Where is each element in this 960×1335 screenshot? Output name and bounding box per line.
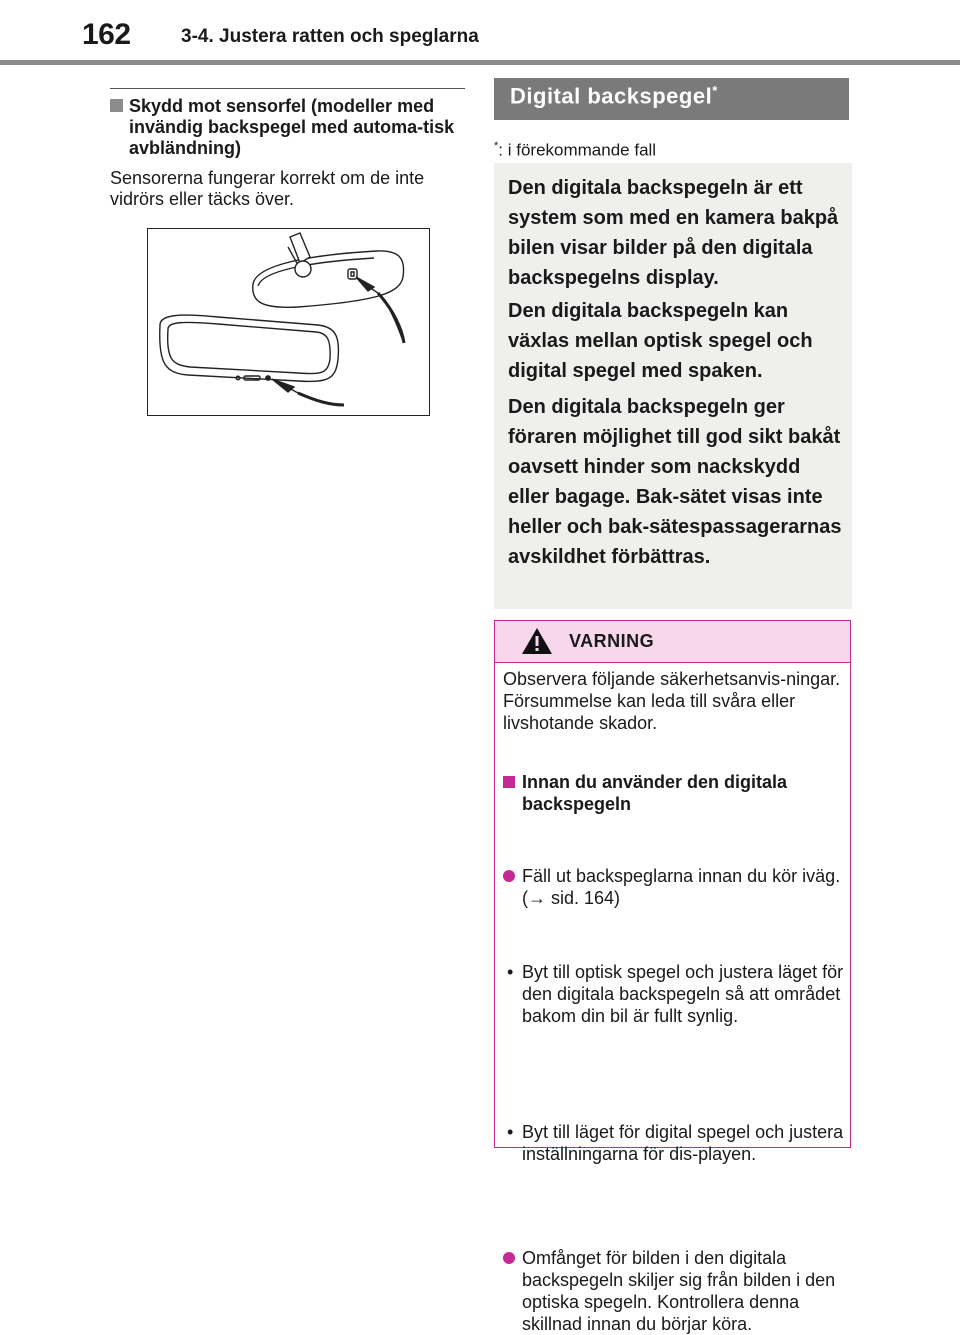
left-heading [110,96,470,159]
page-header [0,0,960,62]
warning-box [494,620,851,1334]
left-body-text: Sensorerna fungerar korrekt om de inte vidrörs eller täcks över. [110,168,425,209]
warning-header [495,621,850,663]
warning-triangle-icon [521,626,553,656]
left-divider [110,88,465,89]
warning-subheading-text: Innan du använder den digitala backspegeln [522,772,788,814]
rearview-mirror-drawing [148,229,429,415]
footnote-text: : i förekommande fall [498,140,657,160]
banner-title [510,83,718,109]
section-banner [494,78,849,120]
warning-item [503,1247,862,1335]
warning-intro: Observera följande säkerhetsanvis-ningar. Försummelse kan leda till svåra eller livshotande skador. [503,669,841,733]
info-paragraph: Den digitala backspegeln är ett system som med en kamera bakpå bilen visar bilder på den digitala backspegelns display. [508,177,839,289]
mirror-illustration [147,228,430,416]
banner-mark: * [712,83,718,98]
warning-item-text: Fäll ut backspeglarna innan du kör iväg. (→ sid. 164) [522,866,841,908]
dot-bullet: • [507,962,514,982]
footnote-mark: * [494,140,499,152]
warning-subheading [503,771,862,815]
info-paragraph: Den digitala backspegeln ger föraren möjlighet till god sikt bakåt oavsett hinder som nackskydd eller bagage. Bak-sätet visas inte heller och bak-sätespassagerarnas avskildhet förbättras. [508,396,842,568]
warning-bullet [503,961,862,1027]
info-paragraph: Den digitala backspegeln kan växlas mellan optisk spegel och digital spegel med spaken. [508,300,813,382]
page-number: 162 [82,18,131,51]
banner-title-text: Digital backspegel [510,83,713,109]
warning-item-text: Omfånget för bilden i den digitala backspegeln skiljer sig från bilden i den optiska spegeln. Kontrollera denna skillnad innan du börjar köra. [522,1248,836,1334]
warning-bullet [503,1121,862,1165]
warning-item [503,865,862,909]
circle-bullet-icon [503,870,515,882]
section-title: 3-4. Justera ratten och speglarna [181,26,479,47]
left-heading-text: Skydd mot sensorfel (modeller med invändig backspegel med automa-tisk avbländning) [129,96,455,158]
dot-bullet: • [507,1122,514,1142]
warning-label: VARNING [569,631,655,651]
footnote [494,140,656,161]
warning-bullet-text: Byt till optisk spegel och justera läget för den digitala backspegeln så att området bakom din bil är fullt synlig. [522,962,844,1026]
warning-bullet-text: Byt till läget för digital spegel och justera inställningarna för dis-playen. [522,1122,844,1164]
info-box [494,163,852,609]
square-bullet-icon [110,99,123,112]
circle-bullet-icon [503,1252,515,1264]
header-rule [0,60,960,65]
square-bullet-icon [503,776,515,788]
